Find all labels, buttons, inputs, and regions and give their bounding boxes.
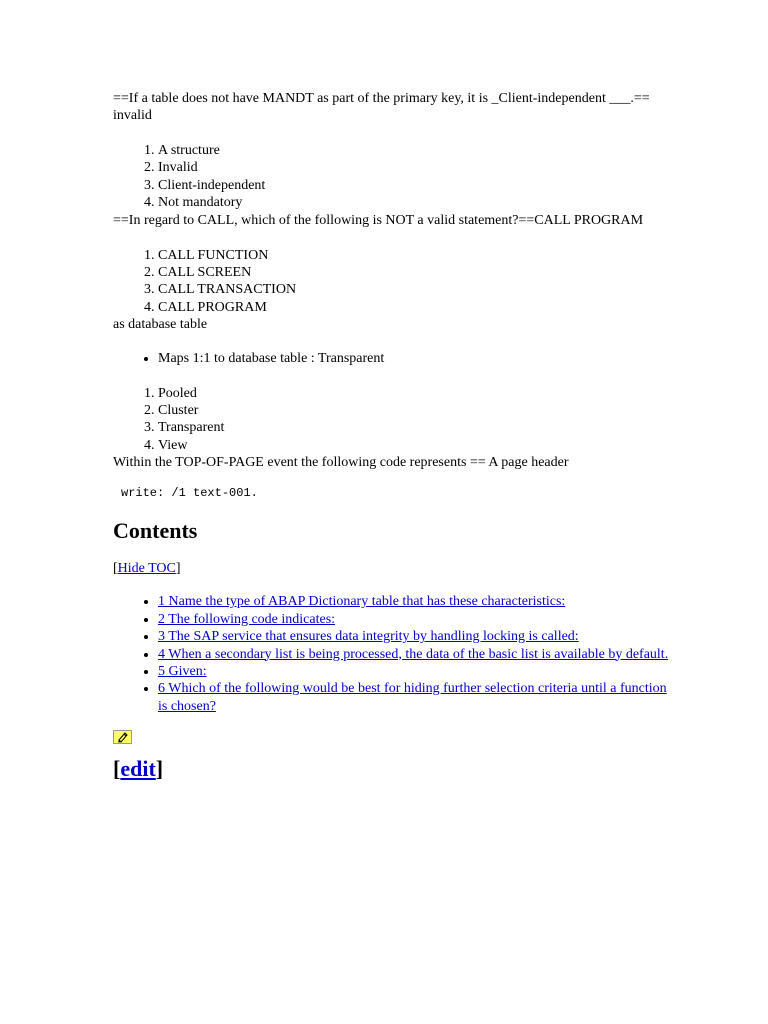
question-2-option: 2. CALL SCREEN	[158, 264, 673, 281]
question-3-options	[113, 385, 673, 455]
code-snippet: write: /1 text-001.	[121, 486, 258, 501]
question-2-option: 1. CALL FUNCTION	[158, 247, 673, 264]
toc-link-1[interactable]: 1 Name the type of ABAP Dictionary table that has these characteristics:	[158, 594, 566, 610]
toc-bracket-open: [	[113, 561, 118, 577]
toc-link-3[interactable]: 3 The SAP service that ensures data integrity by handling locking is called:	[158, 629, 579, 645]
question-3-option: 2. Cluster	[158, 402, 673, 419]
document-body	[113, 90, 673, 783]
edit-bracket-close: ]	[155, 756, 164, 782]
database-table-note: as database table	[113, 317, 208, 333]
contents-heading: Contents	[113, 518, 198, 544]
toc-bracket-close: ]	[175, 561, 181, 577]
question-1-option: 2. Invalid	[158, 159, 673, 176]
toc-item	[158, 628, 673, 645]
edit-section-heading	[113, 755, 673, 783]
edit-link[interactable]: edit	[120, 756, 156, 782]
toc-link-4[interactable]: 4 When a secondary list is being processed, the data of the basic list is available by default.	[158, 646, 669, 662]
toc-item	[158, 611, 673, 628]
question-4-text: Within the TOP-OF-PAGE event the following code represents == A page header	[113, 455, 569, 471]
edit-pencil-icon[interactable]	[113, 730, 132, 744]
question-3-option: 1. Pooled	[158, 385, 673, 402]
question-1-option: 3. Client-independent	[158, 177, 673, 194]
question-2-text: ==In regard to CALL, which of the following is NOT a valid statement?==CALL PROGRAM	[113, 212, 644, 228]
toc-toggle	[113, 560, 673, 577]
hide-toc-link[interactable]: Hide TOC	[117, 561, 176, 577]
toc-link-5[interactable]: 5 Given:	[158, 663, 207, 679]
question-3-option: 3. Transparent	[158, 419, 673, 436]
toc-item	[158, 663, 673, 680]
edit-icon-row	[113, 730, 673, 746]
toc-link-2[interactable]: 2 The following code indicates:	[158, 611, 336, 627]
question-1-option: 4. Not mandatory	[158, 194, 673, 211]
question-2-options	[113, 247, 673, 317]
question-2-option: 4. CALL PROGRAM	[158, 299, 673, 316]
toc-item	[158, 593, 673, 610]
question-1-option: 1. A structure	[158, 142, 673, 159]
question-1-text: ==If a table does not have MANDT as part of the primary key, it is _Client-independent ___.== invalid	[113, 91, 650, 123]
toc-link-6[interactable]: 6 Which of the following would be best for hiding further selection criteria until a function is chosen?	[158, 681, 667, 714]
maps-bullet-list	[113, 350, 673, 367]
toc-item	[158, 646, 673, 663]
question-2-option: 3. CALL TRANSACTION	[158, 281, 673, 298]
toc-list	[113, 593, 673, 715]
maps-bullet-item: • Maps 1:1 to database table : Transparent	[158, 350, 673, 367]
toc-item	[158, 680, 673, 715]
question-3-option: 4. View	[158, 437, 673, 454]
edit-bracket-open: [	[113, 756, 121, 782]
question-1-options	[113, 142, 673, 212]
